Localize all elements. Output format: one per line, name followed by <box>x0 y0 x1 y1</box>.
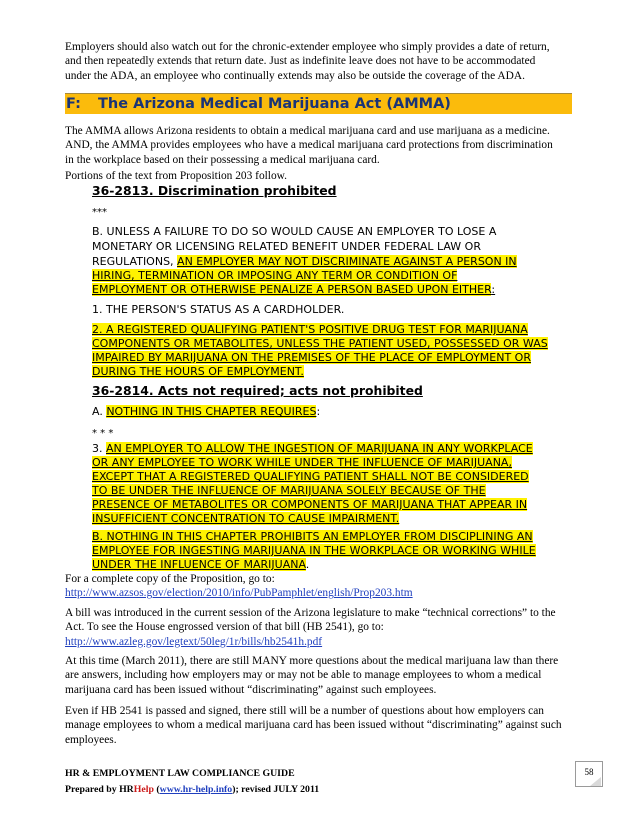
law-text: 1. THE PERSON'S STATUS AS A CARDHOLDER. <box>92 303 345 316</box>
footer-prepared <box>65 784 319 795</box>
law-item-2 <box>92 337 562 352</box>
law-item-1 <box>92 303 562 318</box>
bill-line: Act. To see the House engrossed version of that bill (HB 2541), go to: <box>65 621 384 634</box>
law-text: : <box>316 405 321 418</box>
law-highlight: EXCEPT THAT A REGISTERED QUALIFYING PATIENT SHALL NOT BE CONSIDERED <box>92 470 529 483</box>
portions-paragraph <box>65 169 575 183</box>
law-item-3 <box>92 470 562 485</box>
even-paragraph <box>65 704 580 747</box>
amma-paragraph <box>65 124 575 167</box>
bill-line: A bill was introduced in the current session of the Arizona legislature to make “technical corrections” to the <box>65 607 556 619</box>
section-2814-title: 36-2814. Acts not required; acts not prohibited <box>92 383 423 398</box>
law-line <box>92 255 562 270</box>
status-line: At this time (March 2011), there are still MANY more questions about the medical marijuana law than there <box>65 655 559 667</box>
portions-line: Portions of the text from Proposition 203 follow. <box>65 170 287 182</box>
law-highlight: PRESENCE OF METABOLITES OR COMPONENTS OF MARIJUANA THAT APPEAR IN <box>92 498 528 511</box>
even-line: employees. <box>65 733 117 746</box>
law-stars <box>92 426 562 442</box>
footer-text: Prepared by HR <box>65 784 134 795</box>
law-highlight: OR ANY EMPLOYEE TO WORK WHILE UNDER THE INFLUENCE OF MARIJUANA, <box>92 456 512 469</box>
law-highlight: EMPLOYEE FOR INGESTING MARIJUANA IN THE WORKPLACE OR WORKING WHILE <box>92 544 536 557</box>
intro-line: and then repeatedly extends that return date. Just as indefinite leave does not have to be accommodated <box>65 55 536 68</box>
law-highlight: UNDER THE INFLUENCE OF MARIJUANA <box>92 558 306 571</box>
intro-line: under the ADA, an employee who continually extends may also be outside the coverage of the ADA. <box>65 69 525 82</box>
even-line: manage employees to whom a medical marijuana card has been issued without “discriminating” against such <box>65 719 562 732</box>
stars: * * * <box>92 428 114 439</box>
law-highlight: EMPLOYMENT OR OTHERWISE PENALIZE A PERSON BASED UPON EITHER <box>92 283 492 296</box>
law-text: 3. <box>92 442 106 455</box>
footer-text: ( <box>153 784 160 795</box>
section-2813-title: 36-2813. Discrimination prohibited <box>92 183 337 198</box>
law-highlight: COMPONENTS OR METABOLITES, UNLESS THE PATIENT USED, POSSESSED OR WAS <box>92 337 548 350</box>
law-item-b <box>92 530 562 545</box>
copy-intro: For a complete copy of the Proposition, go to: <box>65 573 275 585</box>
footer-text: ); revised JULY 2011 <box>232 784 320 795</box>
law-text: A. <box>92 405 107 418</box>
law-highlight: B. NOTHING IN THIS CHAPTER PROHIBITS AN EMPLOYER FROM DISCIPLINING AN <box>92 530 533 543</box>
law-line <box>92 225 562 240</box>
stars: *** <box>92 207 107 218</box>
bill-paragraph <box>65 606 580 649</box>
footer-help-text: Help <box>133 784 154 795</box>
law-line <box>92 240 562 255</box>
section-title: The Arizona Medical Marijuana Act (AMMA) <box>98 96 451 112</box>
law-item-3 <box>92 484 562 499</box>
law-line <box>92 283 562 298</box>
law-highlight: AN EMPLOYER MAY NOT DISCRIMINATE AGAINST A PERSON IN <box>177 255 517 268</box>
intro-paragraph <box>65 40 575 83</box>
law-item-b <box>92 544 562 559</box>
page-number: 58 <box>575 761 603 787</box>
law-highlight: HIRING, TERMINATION OR IMPOSING ANY TERM OR CONDITION OF <box>92 269 458 282</box>
intro-line: Employers should also watch out for the chronic-extender employee who simply provides a date of return, <box>65 41 550 53</box>
law-item-2 <box>92 365 562 380</box>
amma-line: in the workplace based on their possessing a medical marijuana card. <box>65 153 380 166</box>
section-heading <box>65 93 572 114</box>
law-highlight: INSUFFICIENT CONCENTRATION TO CAUSE IMPAIRMENT. <box>92 512 400 525</box>
law-heading-2813 <box>92 184 562 200</box>
law-heading-2814 <box>92 384 562 400</box>
law-text: B. UNLESS A FAILURE TO DO SO WOULD CAUSE AN EMPLOYER TO LOSE A <box>92 225 497 238</box>
law-text: : <box>491 283 496 296</box>
amma-line: AND, the AMMA provides employees who have a medical marijuana card protections from discrimination <box>65 139 553 152</box>
law-item-3 <box>92 498 562 513</box>
section-letter: F: <box>66 96 81 112</box>
law-line <box>92 269 562 284</box>
law-highlight: TO BE UNDER THE INFLUENCE OF MARIJUANA SOLELY BECAUSE OF THE <box>92 484 486 497</box>
status-line: are answers, including how employers may or may not be able to manage employees to whom a medical <box>65 669 542 682</box>
law-text: . <box>305 558 310 571</box>
footer-title: HR & EMPLOYMENT LAW COMPLIANCE GUIDE <box>65 768 295 779</box>
page-fold-corner <box>590 777 601 786</box>
law-item-3 <box>92 512 562 527</box>
law-stars <box>92 205 562 221</box>
amma-line: The AMMA allows Arizona residents to obtain a medical marijuana card and use marijuana as a medicine. <box>65 125 550 137</box>
hr-help-link[interactable]: www.hr-help.info <box>159 784 233 795</box>
even-line: Even if HB 2541 is passed and signed, there still will be a number of questions about how employers can <box>65 705 544 717</box>
law-item-3 <box>92 442 562 457</box>
bill-link[interactable]: http://www.azleg.gov/legtext/50leg/1r/bills/hb2541h.pdf <box>65 635 323 648</box>
law-item-a <box>92 405 562 420</box>
copy-paragraph <box>65 572 580 601</box>
law-item-3 <box>92 456 562 471</box>
law-highlight: DURING THE HOURS OF EMPLOYMENT. <box>92 365 304 378</box>
status-paragraph <box>65 654 580 697</box>
law-text: REGULATIONS, <box>92 255 178 268</box>
law-highlight: IMPAIRED BY MARIJUANA ON THE PREMISES OF THE PLACE OF EMPLOYMENT OR <box>92 351 531 364</box>
law-item-b <box>92 558 562 573</box>
status-line: marijuana card has been issued without “discriminating” against such employees. <box>65 683 437 696</box>
law-item-2 <box>92 323 562 338</box>
law-highlight: AN EMPLOYER TO ALLOW THE INGESTION OF MARIJUANA IN ANY WORKPLACE <box>106 442 533 455</box>
proposition-link[interactable]: http://www.azsos.gov/election/2010/info/PubPamphlet/english/Prop203.htm <box>65 587 413 600</box>
law-highlight: 2. A REGISTERED QUALIFYING PATIENT'S POSITIVE DRUG TEST FOR MARIJUANA <box>92 323 528 336</box>
law-highlight: NOTHING IN THIS CHAPTER REQUIRES <box>106 405 317 418</box>
law-item-2 <box>92 351 562 366</box>
law-text: MONETARY OR LICENSING RELATED BENEFIT UNDER FEDERAL LAW OR <box>92 240 481 253</box>
